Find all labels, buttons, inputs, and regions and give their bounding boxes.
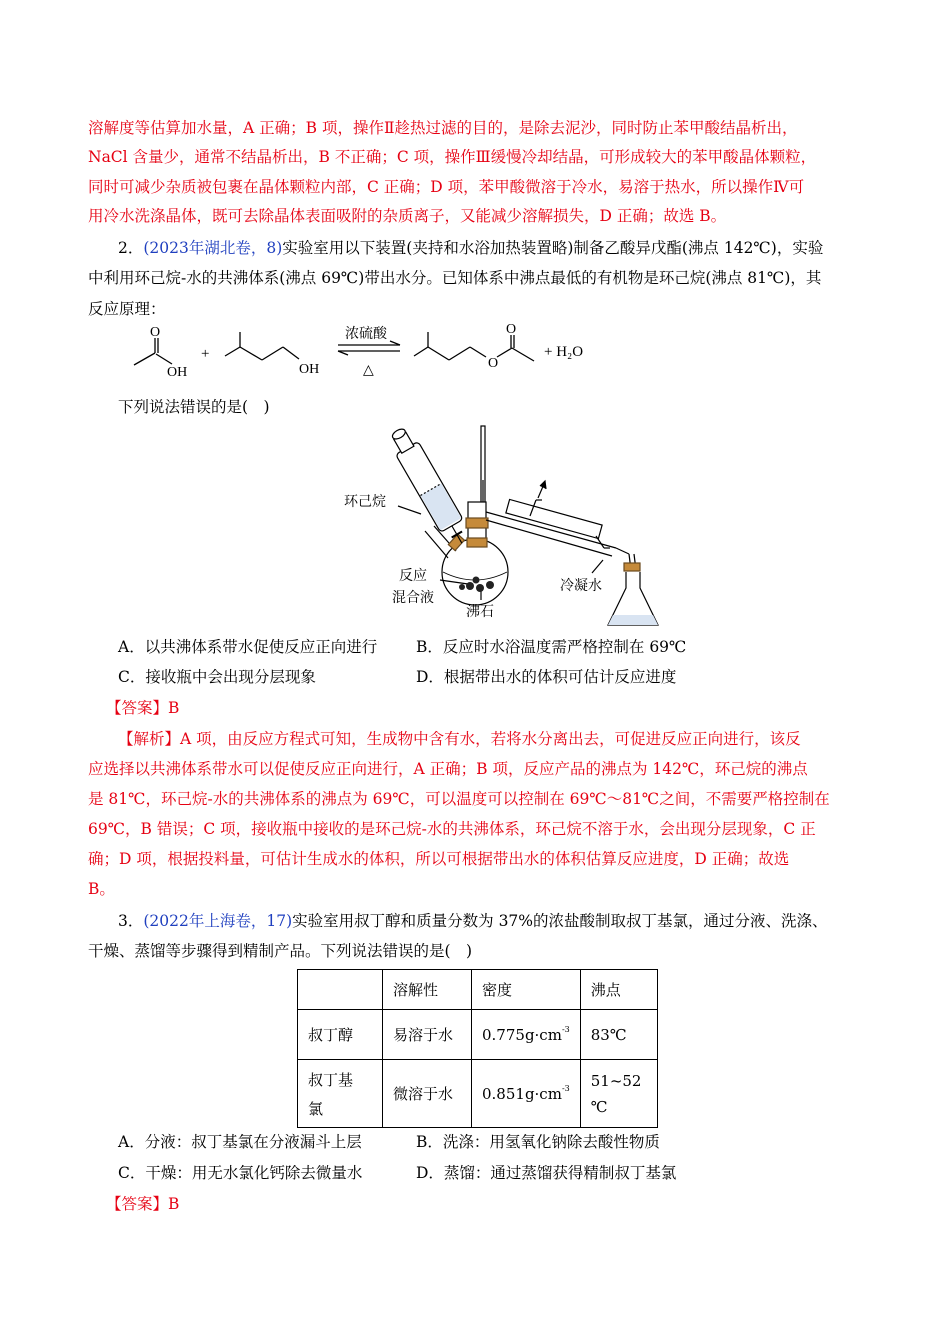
row1-density-value: 0.775g·cm [482,1026,562,1044]
ester-o: O [488,356,499,371]
row2-density-value: 0.851g·cm [482,1085,562,1103]
q3-option-b: B．洗涤：用氢氧化钠除去酸性物质 [416,1133,660,1151]
row2-density [472,1060,581,1128]
prev-solution-line-3: 同时可减少杂质被包裹在晶体颗粒内部，C 正确；D 项，苯甲酸微溶于冷水，易溶于热水，所以操作Ⅳ可 [88,178,805,196]
q3-option-c: C．干燥：用无水氯化钙除去微量水 [118,1164,363,1182]
row1-solubility: 易溶于水 [383,1010,472,1060]
table-header-density: 密度 [472,970,581,1010]
q2-option-d: D．根据带出水的体积可估计反应进度 [416,668,677,686]
q3-answer: 【答案】B [106,1195,180,1213]
row2-name-2: 氯 [308,1099,324,1118]
table-header-bp: 沸点 [580,970,657,1010]
prev-solution-line-4: 用冷水洗涤晶体，既可去除晶体表面吸附的杂质离子，又能减少溶解损失，D 正确；故选 B。 [88,207,727,225]
q3-stem-line-1 [118,910,828,932]
row2-density-exp: -3 [561,1084,570,1093]
table-header-empty [298,970,383,1010]
q3-number: 3． [118,912,144,930]
q3-option-d: D．蒸馏：通过蒸馏获得精制叔丁基氯 [416,1164,677,1182]
q2-stem-line-1 [118,237,823,259]
q2-answer: 【答案】B [106,699,180,717]
row2-bp-1: 51~52 [590,1071,642,1090]
row1-density [472,1010,581,1060]
row2-bp [580,1060,657,1128]
q2-question: 下列说法错误的是( ) [118,398,270,416]
ester-carbonyl-o: O [506,322,517,337]
q3-stem-1: 实验室用叔丁醇和质量分数为 37%的浓盐酸制取叔丁基氯，通过分液、洗涤、 [292,912,828,930]
q2-analysis-line-6: B。 [88,880,115,898]
q2-analysis-line-2: 应选择以共沸体系带水可以促使反应正向进行，A 正确；B 项，反应产品的沸点为 142℃，环己烷的沸点 [88,760,808,778]
q3-option-a: A．分液：叔丁基氯在分液漏斗上层 [118,1133,362,1151]
q2-stem-line-2: 中利用环己烷-水的共沸体系(沸点 69℃)带出水分。已知体系中沸点最低的有机物是环己烷(沸点 81℃)，其 [88,269,822,287]
q3-stem-line-2: 干燥、蒸馏等步骤得到精制产品。下列说法错误的是( ) [88,942,473,960]
acetic-acid-oh: OH [167,365,188,380]
prev-solution-line-2: NaCl 含量少，通常不结晶析出，B 不正确；C 项，操作Ⅲ缓慢冷却结晶，可形成较大的苯甲酸晶体颗粒， [88,148,817,166]
label-mixture-1: 反应 [399,568,427,584]
label-condenser-water: 冷凝水 [560,578,602,594]
table-header-solubility: 溶解性 [383,970,472,1010]
q2-stem-1: 实验室用以下装置(夹持和水浴加热装置略)制备乙酸异戊酯(沸点 142℃)，实验 [282,239,824,257]
q3-source: (2022年上海卷，17) [143,912,293,930]
reaction-plus: + [201,346,210,362]
q2-analysis-line-4: 69℃，B 错误；C 项，接收瓶中接收的是环己烷-水的共沸体系，环己烷不溶于水，会出现分层现象，C 正 [88,820,816,838]
q2-option-b: B．反应时水浴温度需严格控制在 69℃ [416,638,687,656]
row1-bp: 83℃ [580,1010,657,1060]
heat-symbol: △ [363,362,374,378]
prev-solution-line-1: 溶解度等估算加水量，A 正确；B 项，操作Ⅱ趁热过滤的目的，是除去泥沙，同时防止苯甲酸结晶析出， [88,119,798,137]
q2-analysis-line-3: 是 81℃，环己烷-水的共沸体系的沸点为 69℃，可以温度可以控制在 69℃～81℃之间，不需要严格控制在 [88,790,830,808]
q2-option-a: A．以共沸体系带水促使反应正向进行 [118,638,378,656]
q2-analysis-line-1: 【解析】A 项，由反应方程式可知，生成物中含有水，若将水分离出去，可促进反应正向进行，该反 [118,730,801,748]
row2-name [298,1060,383,1128]
row1-density-exp: -3 [561,1025,570,1034]
label-mixture-2: 混合液 [392,590,434,606]
row2-name-1: 叔丁基 [308,1070,354,1089]
row2-bp-2: ℃ [590,1097,608,1116]
catalyst-label: 浓硫酸 [345,326,387,342]
row1-name: 叔丁醇 [298,1010,383,1060]
q2-source: (2023年湖北卷，8) [143,239,283,257]
apparatus-diagram [0,420,950,635]
q2-option-c: C．接收瓶中会出现分层现象 [118,668,316,686]
acetic-acid-carbonyl-o: O [150,325,161,340]
q2-number: 2． [118,239,144,257]
product-water: + H₂O [544,344,584,360]
q2-stem-line-3: 反应原理： [88,300,166,318]
label-boiling-stone: 沸石 [466,604,494,620]
alcohol-oh: OH [299,362,320,377]
properties-table [297,969,658,1128]
row2-solubility: 微溶于水 [383,1060,472,1128]
reaction-equation [0,318,950,384]
label-cyclohexane: 环己烷 [344,494,386,510]
q2-analysis-line-5: 确；D 项，根据投料量，可估计生成水的体积，所以可根据带出水的体积估算反应进度，D 正确；故选 [88,850,790,868]
